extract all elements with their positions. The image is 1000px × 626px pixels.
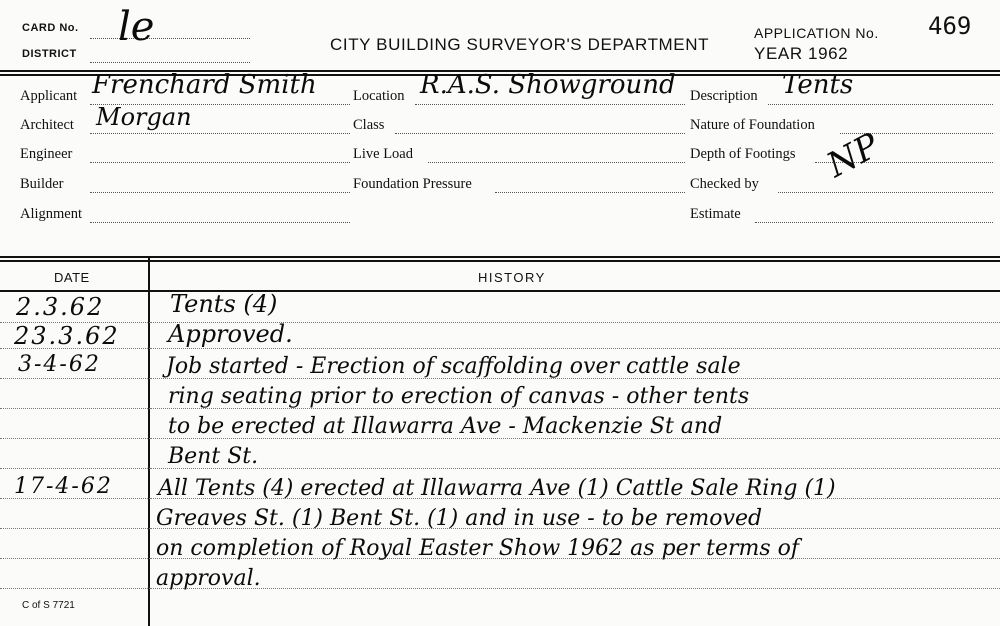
applicant-label: Applicant [20, 88, 78, 104]
history-rule-top [0, 256, 1000, 258]
nature-of-foundation-label: Nature of Foundation [690, 117, 815, 133]
class-label: Class [353, 117, 385, 133]
district-label: DISTRICT [22, 48, 77, 60]
card-no-value: le [118, 4, 155, 50]
history-date: 3-4-62 [18, 352, 101, 377]
history-line: Bent St. [168, 444, 259, 469]
department-title: CITY BUILDING SURVEYOR'S DEPARTMENT [330, 35, 710, 54]
date-column-divider [148, 256, 150, 626]
history-line: Tents (4) [170, 290, 278, 318]
alignment-label: Alignment [20, 206, 83, 222]
location-value: R.A.S. Showground [420, 70, 676, 100]
checked-by-value: NP [820, 125, 886, 186]
depth-of-footings-label: Depth of Footings [690, 146, 796, 162]
history-line: All Tents (4) erected at Illawarra Ave (1) Cattle Sale Ring (1) [158, 476, 836, 501]
architect-label: Architect [20, 117, 74, 133]
card-no-label: CARD No. [22, 22, 79, 34]
architect-value: Morgan [96, 103, 192, 131]
checked-by-label: Checked by [690, 176, 759, 192]
description-value: Tents [782, 70, 854, 100]
applicant-value: Frenchard Smith [92, 70, 317, 100]
location-label: Location [353, 88, 405, 104]
history-column-header: HISTORY [478, 270, 546, 285]
history-line: Approved. [168, 320, 293, 348]
date-column-header: DATE [54, 270, 90, 285]
engineer-label: Engineer [20, 146, 73, 162]
history-line: ring seating prior to erection of canvas - other tents [168, 384, 750, 409]
form-code: C of S 7721 [22, 600, 75, 611]
history-line: approval. [156, 566, 261, 591]
history-date: 2.3.62 [16, 293, 105, 321]
history-line: Job started - Erection of scaffolding over cattle sale [166, 354, 741, 379]
live-load-label: Live Load [353, 146, 413, 162]
history-header-rule [0, 290, 1000, 292]
application-no-value: 469 [928, 12, 972, 40]
history-line: to be erected at Illawarra Ave - Mackenzie St and [168, 414, 723, 439]
history-line: on completion of Royal Easter Show 1962 as per terms of [156, 536, 800, 561]
year-label: YEAR 1962 [754, 44, 849, 63]
history-line: Greaves St. (1) Bent St. (1) and in use - to be removed [156, 506, 763, 531]
description-label: Description [690, 88, 758, 104]
history-date: 17-4-62 [14, 474, 113, 499]
history-date: 23.3.62 [14, 322, 120, 350]
history-rule-top-2 [0, 260, 1000, 262]
foundation-pressure-label: Foundation Pressure [353, 176, 472, 192]
estimate-label: Estimate [690, 206, 741, 222]
builder-label: Builder [20, 176, 64, 192]
application-no-label: APPLICATION No. [754, 25, 879, 41]
